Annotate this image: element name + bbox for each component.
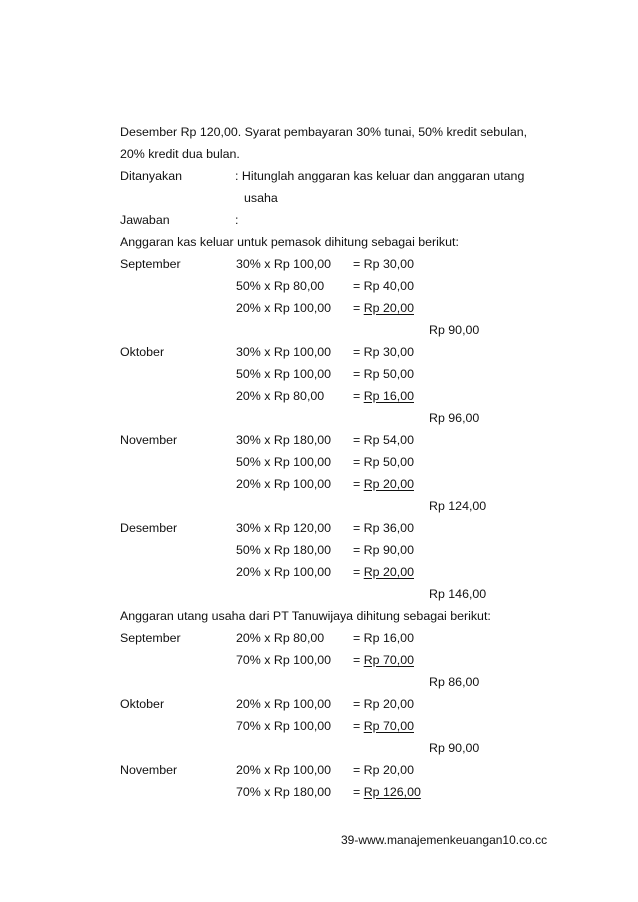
section-1-calculations [120,253,560,605]
calc-expression: 20% x Rp 100,00 [236,477,332,491]
calc-row [120,363,560,385]
equals-value: = Rp 54,00 [353,433,414,447]
answer-row [120,209,560,231]
equals-value: = [353,785,364,799]
calc-row [120,297,560,319]
group-total: Rp 86,00 [429,675,480,689]
calc-row [120,627,560,649]
calc-row [120,429,560,451]
calc-result [353,473,463,495]
month-label: Oktober [120,697,165,711]
equals-value: = Rp 30,00 [353,257,414,271]
page-content [120,121,560,803]
calc-expression: 30% x Rp 180,00 [236,433,332,447]
calc-result [353,693,463,715]
question-row-continued [120,187,560,209]
spacer [120,561,236,583]
month-label: November [120,763,178,777]
equals-value: = Rp 36,00 [353,521,414,535]
calc-expression: 20% x Rp 80,00 [236,631,325,645]
spacer [120,363,236,385]
calc-row [120,539,560,561]
calc-expression: 70% x Rp 100,00 [236,719,332,733]
equals-value: = Rp 90,00 [353,543,414,557]
calc-result [353,649,463,671]
calc-row [120,781,560,803]
group-total: Rp 146,00 [429,587,487,601]
spacer [120,473,236,495]
calc-result [353,451,463,473]
calc-row [120,275,560,297]
calc-result [353,363,463,385]
calc-expression: 50% x Rp 180,00 [236,543,332,557]
question-label: Ditanyakan [120,169,182,183]
equals-value: = [353,565,364,579]
intro-line-1: Desember Rp 120,00. Syarat pembayaran 30% tunai, 50% kredit sebulan, [120,125,528,139]
section-2-calculations [120,627,560,803]
calc-result [353,517,463,539]
underlined-value: Rp 70,00 [363,719,414,733]
month-label: November [120,433,178,447]
calc-expression: 30% x Rp 120,00 [236,521,332,535]
calc-expression: 20% x Rp 80,00 [236,389,325,403]
equals-value: = [353,477,364,491]
section-2-heading: Anggaran utang usaha dari PT Tanuwijaya dihitung sebagai berikut: [120,609,491,623]
calc-result [353,253,463,275]
equals-value: = Rp 20,00 [353,763,414,777]
equals-value: = [353,301,364,315]
group-total: Rp 124,00 [429,499,487,513]
calc-row [120,473,560,495]
calc-row [120,253,560,275]
calc-row [120,715,560,737]
spacer [120,187,235,209]
underlined-value: Rp 20,00 [363,565,414,579]
calc-result [353,715,463,737]
question-text-continued: usaha [244,191,278,205]
group-total: Rp 96,00 [429,411,480,425]
calc-expression: 70% x Rp 100,00 [236,653,332,667]
spacer [120,539,236,561]
calc-result [353,759,463,781]
question-row [120,165,560,187]
spacer [120,275,236,297]
month-label: Desember [120,521,178,535]
calc-expression: 50% x Rp 100,00 [236,367,332,381]
question-text: : Hitunglah anggaran kas keluar dan anggaran utang [235,169,525,183]
month-label: Oktober [120,345,165,359]
calc-row [120,561,560,583]
group-total: Rp 90,00 [429,323,480,337]
spacer [120,715,236,737]
month-label: September [120,631,181,645]
underlined-value: Rp 70,00 [363,653,414,667]
spacer [120,781,236,803]
calc-row [120,693,560,715]
equals-value: = Rp 40,00 [353,279,414,293]
calc-expression: 20% x Rp 100,00 [236,301,332,315]
page-footer: 39-www.manajemenkeuangan10.co.cc [341,833,548,847]
calc-expression: 50% x Rp 80,00 [236,279,325,293]
equals-value: = [353,719,364,733]
calc-expression: 50% x Rp 100,00 [236,455,332,469]
calc-result [353,627,463,649]
calc-result [353,781,463,803]
equals-value: = [353,389,364,403]
answer-label: Jawaban [120,213,170,227]
section-1-heading: Anggaran kas keluar untuk pemasok dihitung sebagai berikut: [120,235,459,249]
equals-value: = Rp 30,00 [353,345,414,359]
underlined-value: Rp 126,00 [363,785,421,799]
calc-row [120,759,560,781]
spacer [120,451,236,473]
equals-value: = Rp 20,00 [353,697,414,711]
calc-expression: 20% x Rp 100,00 [236,697,332,711]
calc-result [353,385,463,407]
calc-row [120,649,560,671]
calc-result [353,341,463,363]
spacer [120,649,236,671]
calc-result [353,429,463,451]
calc-row [120,385,560,407]
calc-row [120,451,560,473]
equals-value: = [353,653,364,667]
calc-expression: 20% x Rp 100,00 [236,763,332,777]
spacer [120,385,236,407]
underlined-value: Rp 16,00 [363,389,414,403]
group-total: Rp 90,00 [429,741,480,755]
calc-row [120,517,560,539]
equals-value: = Rp 16,00 [353,631,414,645]
calc-expression: 70% x Rp 180,00 [236,785,332,799]
answer-colon: : [235,213,239,227]
underlined-value: Rp 20,00 [363,477,414,491]
calc-expression: 20% x Rp 100,00 [236,565,332,579]
intro-line-2: 20% kredit dua bulan. [120,147,240,161]
equals-value: = Rp 50,00 [353,455,414,469]
month-label: September [120,257,181,271]
calc-row [120,341,560,363]
calc-result [353,275,463,297]
calc-expression: 30% x Rp 100,00 [236,257,332,271]
calc-result [353,297,463,319]
underlined-value: Rp 20,00 [363,301,414,315]
calc-result [353,561,463,583]
spacer [120,297,236,319]
calc-expression: 30% x Rp 100,00 [236,345,332,359]
equals-value: = Rp 50,00 [353,367,414,381]
calc-result [353,539,463,561]
